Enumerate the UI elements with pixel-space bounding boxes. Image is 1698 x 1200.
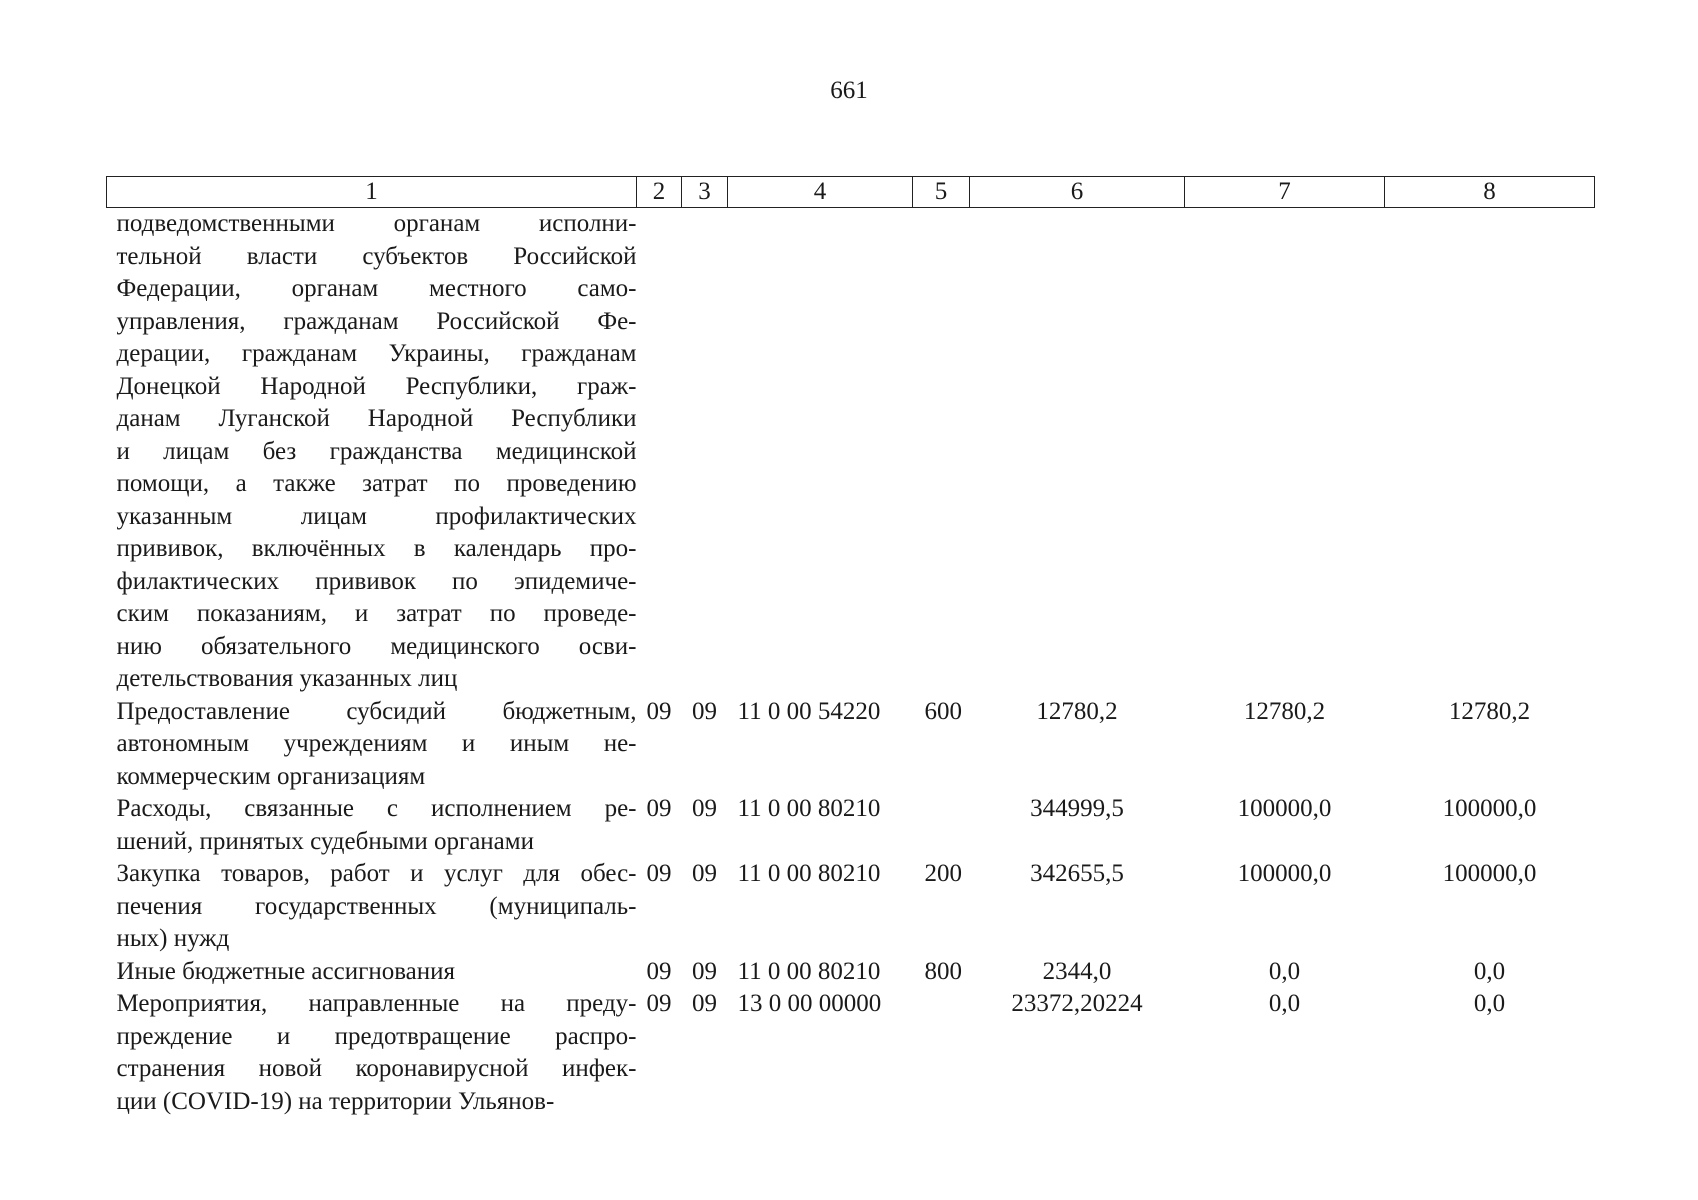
description-line: прививок, включённых в календарь про- [116, 535, 637, 562]
column-header-4: 4 [728, 177, 913, 208]
table-body [107, 208, 1595, 1119]
amount-col-6: 342655,5 [1030, 860, 1124, 887]
chapter-code: 09 [646, 860, 672, 887]
target-article-code: 11 0 00 54220 [737, 697, 881, 725]
amount-col-6: 344999,5 [1030, 795, 1124, 822]
amount-col-7: 0,0 [1268, 990, 1301, 1017]
table-row [107, 696, 1595, 794]
section-code: 09 [692, 795, 717, 822]
row-description [107, 956, 637, 989]
amount-col-6 [970, 208, 1185, 696]
section-code: 09 [692, 957, 717, 985]
row-description [107, 988, 637, 1118]
section-code [682, 208, 728, 696]
column-header-5: 5 [913, 177, 970, 208]
description-line: помощи, а также затрат по проведению [116, 470, 637, 497]
description-line: Расходы, связанные с исполнением ре- [116, 795, 637, 822]
description-line: управления, гражданам Российской Фе- [116, 307, 637, 335]
column-header-3: 3 [682, 177, 728, 208]
amount-col-8: 0,0 [1473, 990, 1506, 1017]
amount-col-8: 12780,2 [1448, 697, 1531, 725]
amount-col-8: 0,0 [1473, 957, 1506, 985]
description-line: ции (COVID-19) на территории Ульянов- [116, 1087, 555, 1115]
description-line: нию обязательного медицинского осви- [116, 632, 637, 660]
description-line: преждение и предотвращение распро- [116, 1022, 637, 1050]
expense-type-code [913, 988, 970, 1118]
target-article-code [728, 208, 913, 696]
column-header-7: 7 [1185, 177, 1385, 208]
chapter-code: 09 [646, 957, 672, 985]
description-line: тельной власти субъектов Российской [116, 242, 637, 270]
description-line: детельствования указанных лиц [116, 665, 458, 692]
amount-col-7: 100000,0 [1237, 860, 1332, 887]
description-line: автономным учреждениям и иным не- [116, 730, 637, 757]
table-header [107, 177, 1595, 208]
description-line: странения новой коронавирусной инфек- [116, 1055, 637, 1082]
chapter-code [637, 208, 682, 696]
section-code: 09 [692, 860, 717, 887]
expense-type-code [913, 793, 970, 858]
amount-col-8: 100000,0 [1442, 860, 1537, 887]
target-article-code: 11 0 00 80210 [737, 957, 881, 985]
description-line: Закупка товаров, работ и услуг для обес- [116, 860, 637, 887]
description-line: ных) нужд [116, 925, 230, 952]
amount-col-6: 12780,2 [1036, 697, 1118, 725]
description-line: печения государственных (муниципаль- [116, 892, 637, 920]
expense-type-code: 800 [924, 957, 962, 985]
description-line: и лицам без гражданства медицинской [116, 437, 637, 465]
description-line: Донецкой Народной Республики, граж- [116, 372, 637, 400]
section-code: 09 [692, 697, 717, 725]
expense-type-code: 200 [924, 860, 962, 887]
description-line: Иные бюджетные ассигнования [116, 957, 456, 985]
target-article-code: 11 0 00 80210 [737, 860, 881, 887]
column-header-2: 2 [637, 177, 682, 208]
amount-col-6: 23372,20224 [1011, 990, 1143, 1017]
amount-col-8: 100000,0 [1442, 795, 1537, 822]
expense-type-code [913, 208, 970, 696]
description-line: ским показаниям, и затрат по проведе- [116, 600, 637, 627]
column-header-6: 6 [970, 177, 1185, 208]
amount-col-7: 12780,2 [1243, 697, 1326, 725]
amount-col-7: 100000,0 [1237, 795, 1332, 822]
target-article-code: 13 0 00 00000 [737, 990, 882, 1017]
table-row [107, 793, 1595, 858]
table-row [107, 956, 1595, 989]
chapter-code: 09 [646, 697, 672, 725]
row-description [107, 696, 637, 794]
expense-type-code: 600 [924, 697, 962, 725]
description-line: дерации, гражданам Украины, гражданам [116, 340, 637, 367]
amount-col-7 [1185, 208, 1385, 696]
description-line: коммерческим организациям [116, 762, 426, 790]
table-row [107, 858, 1595, 956]
row-description [107, 858, 637, 956]
target-article-code: 11 0 00 80210 [737, 795, 881, 822]
description-line: шений, принятых судебными органами [116, 827, 534, 855]
budget-table [106, 176, 1595, 1118]
description-line: Мероприятия, направленные на преду- [116, 990, 637, 1017]
table-row [107, 988, 1595, 1118]
row-description [107, 208, 637, 696]
column-header-8: 8 [1385, 177, 1595, 208]
header-row [107, 177, 1595, 208]
chapter-code: 09 [646, 990, 672, 1017]
chapter-code: 09 [646, 795, 672, 822]
section-code: 09 [692, 990, 717, 1017]
amount-col-7: 0,0 [1268, 957, 1301, 985]
amount-col-8 [1385, 208, 1595, 696]
table-row [107, 208, 1595, 696]
column-header-1: 1 [107, 177, 637, 208]
description-line: указанным лицам профилактических [116, 502, 637, 530]
amount-col-6: 2344,0 [1042, 957, 1112, 985]
description-line: филактических прививок по эпидемиче- [116, 567, 637, 595]
page-number: 661 [830, 77, 868, 104]
description-line: подведомственными органам исполни- [116, 210, 637, 237]
description-line: данам Луганской Народной Республики [116, 405, 637, 432]
row-description [107, 793, 637, 858]
description-line: Федерации, органам местного само- [116, 275, 637, 302]
description-line: Предоставление субсидий бюджетным, [116, 697, 637, 725]
